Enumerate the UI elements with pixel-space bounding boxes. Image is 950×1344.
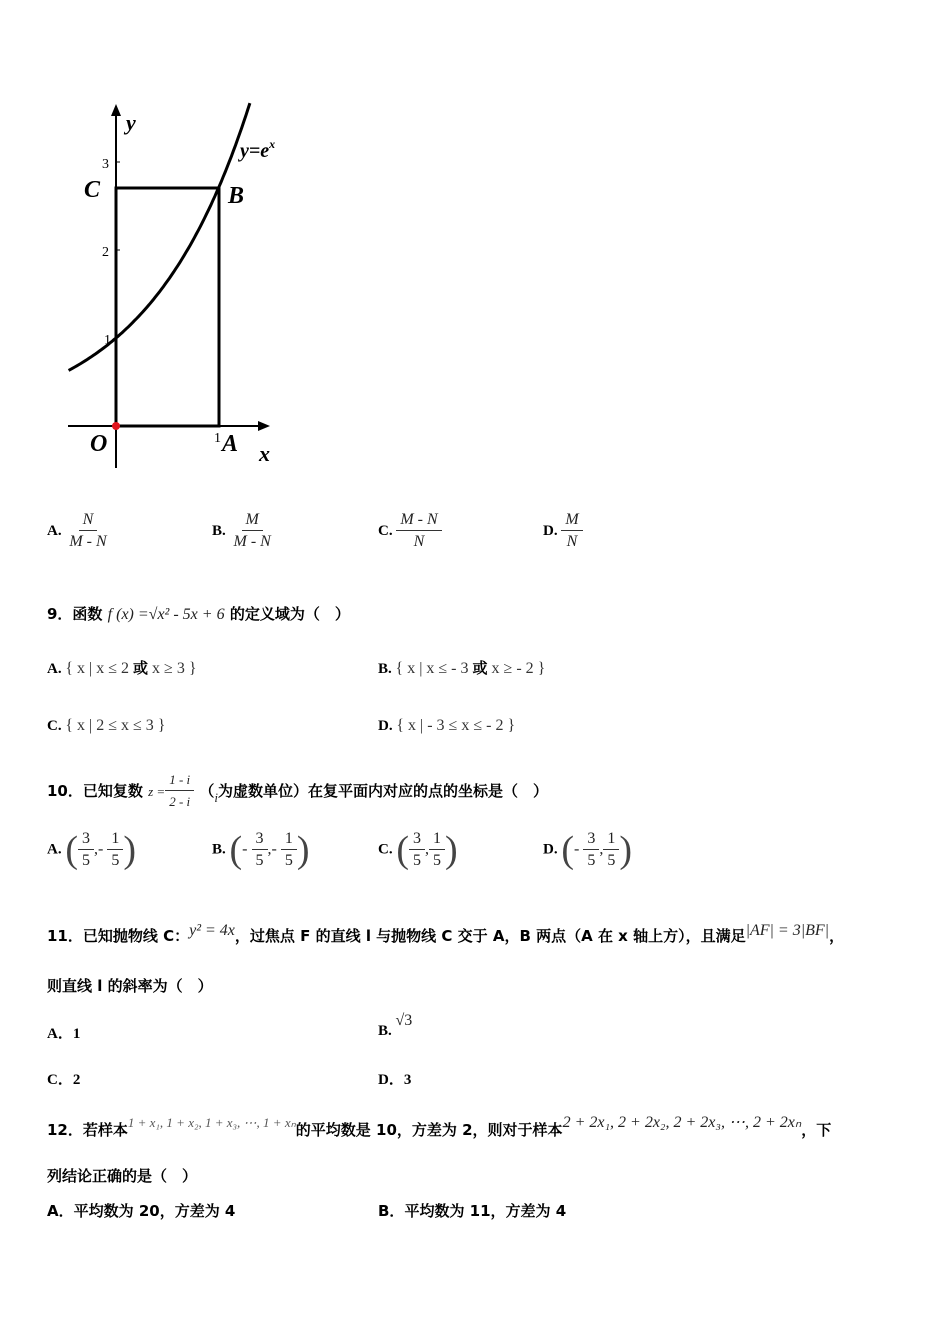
tick-label-2: 2 xyxy=(102,245,109,260)
q10-option-c[interactable]: C. ( $\frac{3}{5}$ , $\frac{1}{5}$ ) xyxy=(378,829,458,871)
q9-option-c[interactable]: C. { x | 2 ≤ x ≤ 3 } xyxy=(47,717,166,734)
q8-option-a[interactable] xyxy=(47,510,111,553)
fraction: $\frac{N}{M - N}$ xyxy=(69,511,107,550)
q12-option-b[interactable]: B．平均数为 11，方差为 4 xyxy=(378,1202,567,1220)
exponential-graph xyxy=(60,95,310,475)
q9-stem: 9．函数 f (x) =√x² - 5x + 6 的定义域为（ ） xyxy=(47,605,350,623)
point-label-A: A xyxy=(222,431,239,457)
q12-stem-line1: 12．若样本1 + x₁, 1 + x₂, 1 + x₃, ⋯, 1 + xₙ的平均数是 10，方差为 2，则对于样本2 + 2x₁, 2 + 2x₂, 2 + 2x₃, ⋯, 2 + 2xₙ，下 xyxy=(47,1114,832,1139)
q10-stem: 10．已知复数 z = $\frac{1 - i}{2 - i}$ （i为虚数单位）在复平面内对应的点的坐标是（ ） xyxy=(47,770,548,813)
y-axis-label: y xyxy=(126,110,136,135)
q8-option-d[interactable] xyxy=(543,510,583,553)
fraction: $\frac{M - N}{N}$ xyxy=(396,510,441,553)
option-letter: C. xyxy=(378,522,393,539)
option-letter: B. xyxy=(212,522,226,539)
q10-option-a[interactable]: A. ( $\frac{3}{5}$ ,- $\frac{1}{5}$ ) xyxy=(47,829,136,871)
point-label-C: C xyxy=(84,177,101,203)
option-letter: D. xyxy=(543,522,558,539)
y-axis-arrow-icon xyxy=(111,104,121,116)
q11-option-b[interactable]: B. √3 xyxy=(378,1012,413,1039)
tick-label-1: 1 xyxy=(104,333,111,348)
fraction: $\frac{M}{N}$ xyxy=(561,510,582,553)
q12-stem-line2: 列结论正确的是（ ） xyxy=(47,1167,198,1185)
q9-formula: f (x) =√x² - 5x + 6 xyxy=(107,606,225,623)
q11-stem-line2: 则直线 l 的斜率为（ ） xyxy=(47,977,213,995)
point-label-O: O xyxy=(90,431,108,457)
q9-option-a[interactable]: A. { x | x ≤ 2 或 x ≥ 3 } xyxy=(47,659,197,677)
q12-option-a[interactable]: A．平均数为 20，方差为 4 xyxy=(47,1202,236,1220)
curve-y-equals-e-x xyxy=(69,103,250,370)
point-label-B: B xyxy=(228,183,245,209)
fraction: $\frac{M}{M - N}$ xyxy=(233,511,271,550)
q11-option-a[interactable]: A．1 xyxy=(47,1026,81,1042)
q10-option-d[interactable]: D. (- $\frac{3}{5}$ , $\frac{1}{5}$ ) xyxy=(543,829,632,871)
q11-option-d[interactable]: D．3 xyxy=(378,1072,412,1088)
rectangle-OABC xyxy=(116,188,219,426)
origin-point xyxy=(112,422,120,430)
q8-option-c[interactable] xyxy=(378,510,442,553)
option-letter: A. xyxy=(47,522,62,539)
q8-option-b[interactable] xyxy=(212,510,275,553)
curve-label: $y=e^x$ xyxy=(240,137,276,162)
q11-stem-line1: 11．已知抛物线 C：y² = 4x，过焦点 F 的直线 l 与抛物线 C 交于 A，B 两点（A 在 x 轴上方），且满足|AF| = 3|BF|， xyxy=(47,922,845,945)
tick-label-x1: 1 xyxy=(214,431,221,446)
tick-label-3: 3 xyxy=(102,157,109,172)
x-axis-label: x xyxy=(259,441,270,466)
q9-option-d[interactable]: D. { x | - 3 ≤ x ≤ - 2 } xyxy=(378,717,516,734)
q11-option-c[interactable]: C．2 xyxy=(47,1072,81,1088)
q10-fraction: $\frac{1 - i}{2 - i}$ xyxy=(165,770,194,813)
q10-option-b[interactable]: B. (- $\frac{3}{5}$ ,- $\frac{1}{5}$ ) xyxy=(212,829,310,871)
q9-option-b[interactable]: B. { x | x ≤ - 3 或 x ≥ - 2 } xyxy=(378,659,546,677)
x-axis-arrow-icon xyxy=(258,421,270,431)
